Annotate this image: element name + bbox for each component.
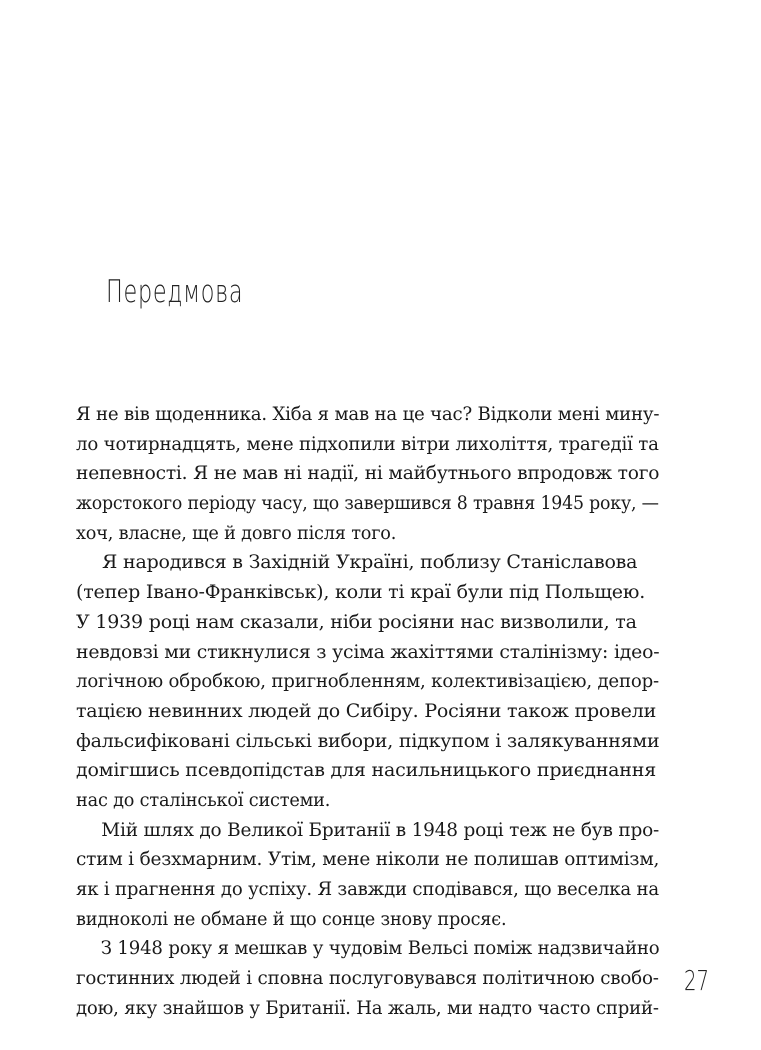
text-line: нас до сталінської системи. (76, 788, 331, 811)
text-line: тацією невинних людей до Сибіру. Росіяни також провели (76, 699, 657, 722)
text-line: непевності. Я не мав ні надії, ні майбутнього впродовж того (76, 462, 660, 485)
text-line: стим і безхмарним. Утім, мене ніколи не полишав оптимізм, (76, 848, 660, 871)
text-line: З 1948 року я мешкав у чудовім Вельсі поміж надзвичайно (100, 937, 660, 960)
text-line: дою, яку знайшов у Британії. На жаль, ми надто часто сприй- (76, 996, 659, 1019)
text-line: Я народився в Західній Україні, поблизу Станіславова (102, 551, 638, 574)
text-line: Мій шлях до Великої Британії в 1948 році теж не був про- (101, 818, 660, 841)
page-number: 27 (684, 964, 709, 997)
text-line: як і прагнення до успіху. Я завжди сподівався, що веселка на (76, 878, 659, 900)
text-line: гостинних людей і сповна послуговувався політичною свобо- (76, 967, 659, 990)
text-line: видноколі не обмане й що сонце знову просяє. (76, 907, 507, 930)
text-line: хоч, власне, ще й довго після того. (76, 521, 397, 544)
body-text (76, 400, 659, 1023)
text-line: У 1939 році нам сказали, ніби росіяни нас визволили, та (76, 610, 637, 633)
text-line: фальсифіковані сільські вибори, підкупом і залякуваннями (76, 729, 660, 752)
text-line: невдовзі ми стикнулися з усіма жахіттями сталінізму: ідео- (76, 640, 660, 663)
text-line: домігшись псевдопідстав для насильницького приєднання (76, 759, 657, 782)
text-line: Я не вів щоденника. Хіба я мав на це час? Відколи мені мину- (76, 403, 660, 425)
chapter-title: Передмова (106, 274, 244, 310)
text-line: жорстокого періоду часу, що завершився 8 травня 1945 року, — (76, 492, 659, 515)
text-line: ло чотирнадцять, мене підхопили вітри лихоліття, трагедії та (76, 432, 659, 455)
text-line: (тепер Івано-Франківськ), коли ті краї були під Польщею. (76, 581, 646, 604)
text-line: логічною обробкою, пригнобленням, колективізацією, депор- (76, 670, 659, 693)
